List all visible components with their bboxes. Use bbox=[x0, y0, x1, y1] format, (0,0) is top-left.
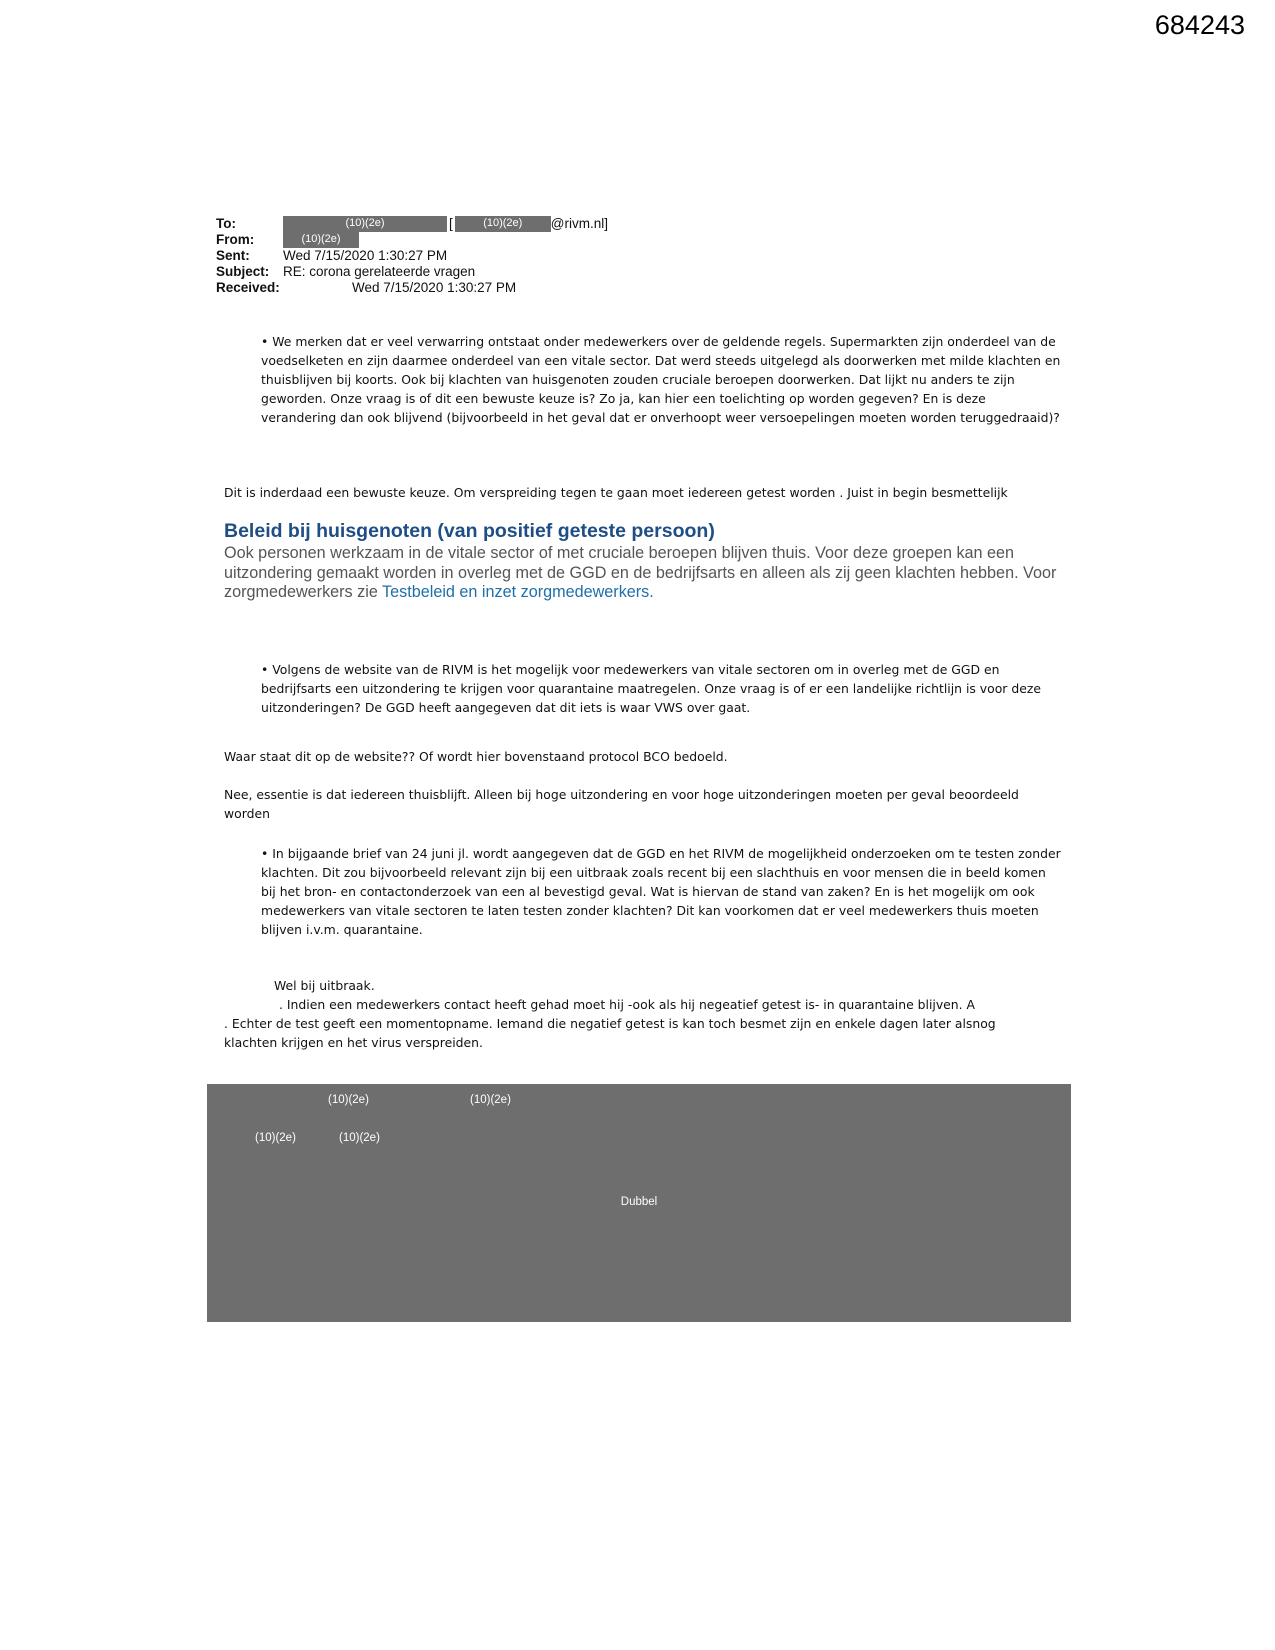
answer-3-line-1: Wel bij uitbraak. bbox=[274, 978, 375, 993]
quoted-section-title: Beleid bij huisgenoten (van positief geteste persoon) bbox=[224, 520, 715, 542]
answer-3-line-2: . Indien een medewerkers contact heeft gehad moet hij -ook als hij negeatief getest is- in quarantaine blijven. A bbox=[279, 997, 975, 1012]
to-bracket: [ bbox=[449, 216, 453, 231]
redaction-code: (10)(2e) bbox=[328, 1094, 369, 1106]
sent-value: Wed 7/15/2020 1:30:27 PM bbox=[283, 248, 448, 263]
question-1-text: We merken dat er veel verwarring ontstaat onder medewerkers over de geldende regels. Supermarkten zijn onderdeel van de voedselketen en zijn daarmee onderdeel van een vitale sector. Dat werd steeds uitgelegd als doorwerken met milde klachten en thuisblijven bij koorts. Ook bij klachten van huisgenoten zouden cruciale beroepen doorwerken. Dat lijkt nu anders te zijn geworden. Onze vraag is of dit een bewuste keuze is? Zo ja, kan hier een toelichting op worden gegeven? En is deze verandering dan ook blijvend (bijvoorbeeld in het geval dat er onverhoopt weer versoepelingen moeten worden teruggedraaid)? bbox=[261, 334, 1061, 425]
question-bullet-1 bbox=[261, 332, 1061, 427]
question-2-text: Volgens de website van de RIVM is het mogelijk voor medewerkers van vitale sectoren om in overleg met de GGD en bedrijfsarts een uitzondering te krijgen voor quarantaine maatregelen. Onze vraag is of er een landelijke richtlijn is voor deze uitzonderingen? De GGD heeft aangegeven dat dit iets is waar VWS over gaat. bbox=[261, 662, 1041, 715]
to-value bbox=[283, 216, 608, 232]
redaction-box: (10)(2e) bbox=[283, 232, 359, 248]
document-number: 684243 bbox=[1154, 10, 1245, 40]
bullet-marker: • bbox=[261, 846, 269, 861]
subject-value: RE: corona gerelateerde vragen bbox=[283, 264, 476, 279]
dubbel-label: Dubbel bbox=[620, 1196, 658, 1208]
to-label: To: bbox=[216, 216, 236, 231]
redaction-box: (10)(2e) bbox=[455, 216, 551, 232]
quoted-body-text: Ook personen werkzaam in de vitale sector of met cruciale beroepen blijven thuis. Voor deze groepen kan een uitzondering gemaakt worden in overleg met de GGD en de bedrijfsarts en alleen als zij geen klachten hebben. Voor zorgmedewerkers zie bbox=[224, 544, 1057, 601]
received-label: Received: bbox=[216, 280, 280, 295]
redaction-code: (10)(2e) bbox=[339, 1132, 380, 1144]
testbeleid-link[interactable]: Testbeleid en inzet zorgmedewerkers. bbox=[382, 583, 654, 601]
received-value: Wed 7/15/2020 1:30:27 PM bbox=[352, 280, 517, 295]
bullet-marker: • bbox=[261, 662, 269, 677]
answer-3-rest: . Echter de test geeft een momentopname. Iemand die negatief getest is kan toch besmet zijn en enkele dagen later alsnog klachten krijgen en het virus verspreiden. bbox=[224, 1016, 996, 1050]
answer-2a: Waar staat dit op de website?? Of wordt hier bovenstaand protocol BCO bedoeld. bbox=[224, 749, 728, 764]
answer-2b: Nee, essentie is dat iedereen thuisblijft. Alleen bij hoge uitzondering en voor hoge uitzonderingen moeten per geval beoordeeld worden bbox=[224, 787, 1019, 821]
redaction-box: (10)(2e) bbox=[283, 216, 447, 232]
subject-label: Subject: bbox=[216, 264, 270, 279]
from-value bbox=[283, 232, 359, 248]
question-3-text: In bijgaande brief van 24 juni jl. wordt aangegeven dat de GGD en het RIVM de mogelijkheid onderzoeken om te testen zonder klachten. Dit zou bijvoorbeeld relevant zijn bij een uitbraak zoals recent bij een slachthuis en voor mensen die in beeld komen bij het bron- en contactonderzoek van een al bevestigd geval. Wat is hiervan de stand van zaken? En is het mogelijk om ook medewerkers van vitale sectoren te laten testen zonder klachten? Dit kan voorkomen dat er veel medewerkers thuis moeten blijven i.v.m. quarantaine. bbox=[261, 846, 1061, 937]
sent-label: Sent: bbox=[216, 248, 250, 263]
to-domain: @rivm.nl] bbox=[550, 216, 608, 231]
question-bullet-2 bbox=[261, 660, 1061, 717]
redaction-code: (10)(2e) bbox=[255, 1132, 296, 1144]
from-label: From: bbox=[216, 232, 255, 247]
answer-1: Dit is inderdaad een bewuste keuze. Om verspreiding tegen te gaan moet iedereen getest worden . Juist in begin besmettelijk bbox=[224, 485, 1008, 500]
question-bullet-3 bbox=[261, 844, 1061, 939]
quoted-section-body bbox=[224, 544, 1064, 603]
redacted-block bbox=[207, 1084, 1071, 1322]
redaction-code: (10)(2e) bbox=[470, 1094, 511, 1106]
bullet-marker: • bbox=[261, 334, 269, 349]
